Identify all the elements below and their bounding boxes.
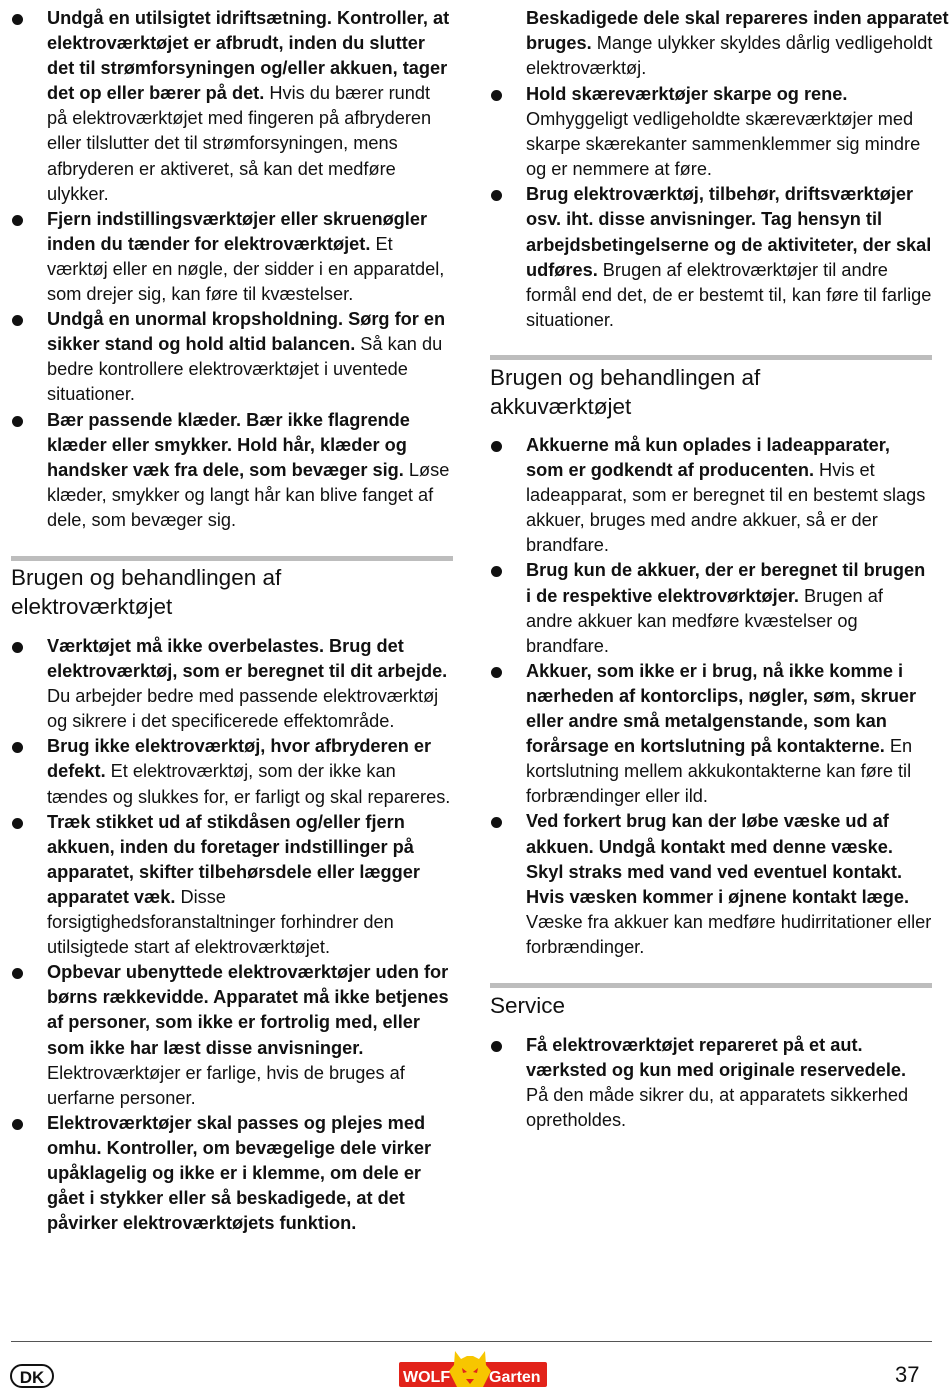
bullet-icon — [491, 817, 502, 828]
bullet-icon — [491, 190, 502, 201]
bullet-icon — [491, 1041, 502, 1052]
item-bold-text: Brug ikke elektroværktøj, hvor afbryderen er defekt. — [47, 736, 432, 782]
item-text: Omhyggeligt vedligeholdte skæreværktøjer med skarpe skærekanter sammenklemmer sig mindre og er nemmere at føre. — [526, 109, 921, 180]
bullet-icon — [12, 742, 23, 753]
item-text: Så kan du bedre kontrollere elektroværktøjet i uventede situationer. — [47, 334, 443, 405]
item-bold-text: Beskadigede dele skal repareres inden apparatet bruges. — [526, 8, 949, 54]
item-bold-text: Brug elektroværktøj, tilbehør, driftsværktøjer osv. iht. disse anvisninger. Tag hensyn til arbejdsbetingelserne og de aktiviteter, der skal udføres. — [526, 184, 932, 280]
bullet-icon — [12, 968, 23, 979]
section-heading: Service — [490, 993, 566, 1018]
continued-paragraph — [490, 6, 950, 81]
list-item — [11, 307, 453, 407]
list-item — [490, 433, 932, 558]
list-item — [11, 734, 453, 809]
list-item — [11, 1111, 453, 1236]
list-item — [11, 960, 453, 1111]
item-bold-text: Akkuer, som ikke er i brug, nå ikke komme i nærheden af kontorclips, nøgler, søm, skruer eller andre små metalgenstande, som kan forårsage en kortslutning på kontakterne. — [526, 660, 917, 757]
bullet-icon — [12, 215, 23, 226]
list-item — [490, 809, 932, 960]
item-bold-text: Bær passende klæder. Bær ikke flagrende klæder eller smykker. Hold hår, klæder og handsker væk fra dele, som bevæger sig. — [47, 409, 410, 480]
country-code-badge: DK — [10, 1364, 54, 1388]
item-bold-text: Akkuerne må kun oplades i ladeapparater, som er godkendt af producenten. — [526, 435, 890, 481]
item-bold-text: Fjern indstillingsværktøjer eller skruenøgler inden du tænder for elektroværktøjet. — [47, 208, 428, 254]
item-bold-text: Værktøjet må ikke overbelastes. Brug det elektroværktøj, som er beregnet til dit arbejde. — [47, 636, 448, 682]
section-heading: Brugen og behandlingen af akkuværktøjet — [490, 365, 761, 419]
bullet-icon — [491, 90, 502, 101]
bullet-list — [490, 433, 932, 960]
bullet-icon — [12, 818, 23, 829]
list-item — [490, 659, 932, 810]
bullet-icon — [491, 441, 502, 452]
list-item — [11, 634, 453, 734]
list-item — [490, 182, 932, 333]
bullet-list — [11, 634, 453, 1236]
list-item — [11, 207, 453, 307]
bullet-icon — [12, 315, 23, 326]
page-number: 37 — [895, 1362, 920, 1387]
item-text: Hvis du bærer rundt på elektroværktøjet med fingeren på afbryderen eller tilslutter det til strømforsyningen, mens afbryderen er aktiveret, så kan det medføre ulykker. — [47, 83, 432, 204]
footer-divider — [11, 1341, 932, 1342]
list-item — [11, 408, 453, 533]
list-item — [11, 810, 453, 961]
item-text: Disse forsigtighedsforanstaltninger forhindrer den utilsigtede start af elektroværktøjet. — [47, 886, 394, 958]
bullet-icon — [12, 416, 23, 427]
item-text: Et værktøj eller en nøgle, der sidder i en apparatdel, som drejer sig, kan føre til kvæstelser. — [47, 233, 445, 305]
item-text: Hvis et ladeapparat, som er beregnet til en bestemt slags akkuer, bruges med andre akkuer, så er der brandfare. — [526, 460, 926, 556]
bullet-list — [11, 6, 453, 533]
item-bold-text: Undgå en unormal kropsholdning. Sørg for en sikker stand og hold altid balancen. — [47, 309, 446, 355]
bullet-list — [490, 1033, 932, 1133]
bullet-icon — [491, 566, 502, 577]
section-divider — [11, 556, 453, 561]
item-text: Væske fra akkuer kan medføre hudirritationer eller forbrændinger. — [526, 911, 932, 957]
bullet-icon — [12, 642, 23, 653]
item-bold-text: Opbevar ubenyttede elektroværktøjer uden for børns rækkevidde. Apparatet må ikke betjenes af personer, som ikke er fortrolig med, eller som ikke har læst disse anvisninger. — [47, 962, 449, 1058]
list-item — [490, 82, 932, 182]
item-bold-text: Hold skæreværktøjer skarpe og rene. — [526, 84, 848, 104]
section-divider — [490, 983, 932, 988]
bullet-icon — [491, 667, 502, 678]
item-text: En kortslutning mellem akkukontakterne kan føre til forbrændinger eller ild. — [526, 736, 913, 807]
item-text: Et elektroværktøj, som der ikke kan tændes og slukkes for, er farligt og skal repareres. — [47, 761, 451, 807]
list-item — [490, 558, 932, 658]
item-text: Brugen af andre akkuer kan medføre kvæstelser og brandfare. — [526, 585, 883, 656]
wolf-garten-logo — [399, 1351, 547, 1389]
item-text: Mange ulykker skyldes dårlig vedligeholdt elektroværktøj. — [526, 33, 933, 79]
item-text: På den måde sikrer du, at apparatets sikkerhed opretholdes. — [526, 1085, 909, 1131]
item-bold-text: Ved forkert brug kan der løbe væske ud af akkuen. Undgå kontakt med denne væske. Skyl straks med vand ved eventuel kontakt. Hvis væsken kommer i øjnene kontakt læge. — [526, 811, 910, 907]
item-bold-text: Elektroværktøjer skal passes og plejes med omhu. Kontroller, om bevægelige dele virker upåklagelig og ikke er i klemme, om dele er gået i stykker eller så beskadigede, at det påvirker elektroværktøjets funktion. — [47, 1112, 432, 1234]
bullet-list — [490, 82, 932, 333]
item-bold-text: Få elektroværktøjet repareret på et aut. værksted og kun med originale reservedele. — [526, 1035, 907, 1081]
item-bold-text: Undgå en utilsigtet idriftsætning. Kontroller, at elektroværktøjet er afbrudt, inden du slutter det til strømforsyningen og/eller akkuen, tager det op eller bærer på det. — [47, 8, 450, 104]
section-heading: Brugen og behandlingen af elektroværktøjet — [11, 565, 282, 619]
item-text: Løse klæder, smykker og langt hår kan blive fanget af dele, som bevæger sig. — [47, 459, 450, 530]
logo-text-garten: Garten — [489, 1369, 541, 1386]
logo-text-wolf: WOLF — [403, 1369, 451, 1386]
item-text: Elektroværktøjer er farlige, hvis de bruges af uerfarne personer. — [47, 1062, 405, 1108]
bullet-icon — [12, 1119, 23, 1130]
item-bold-text: Træk stikket ud af stikdåsen og/eller fjern akkuen, inden du foretager indstillinger på apparatet, skifter tilbehørsdele eller lægger apparatet væk. — [47, 811, 420, 907]
list-item — [11, 6, 453, 207]
section-divider — [490, 355, 932, 360]
list-item — [490, 1033, 932, 1133]
item-text: Du arbejder bedre med passende elektroværktøj og sikrere i det specificerede effektområde. — [47, 686, 439, 732]
item-bold-text: Brug kun de akkuer, der er beregnet til brugen i de respektive elektrovørktøjer. — [526, 560, 926, 606]
bullet-icon — [12, 14, 23, 25]
item-text: Brugen af elektroværktøjer til andre formål end det, de er bestemt til, kan føre til farlige situationer. — [526, 259, 932, 330]
